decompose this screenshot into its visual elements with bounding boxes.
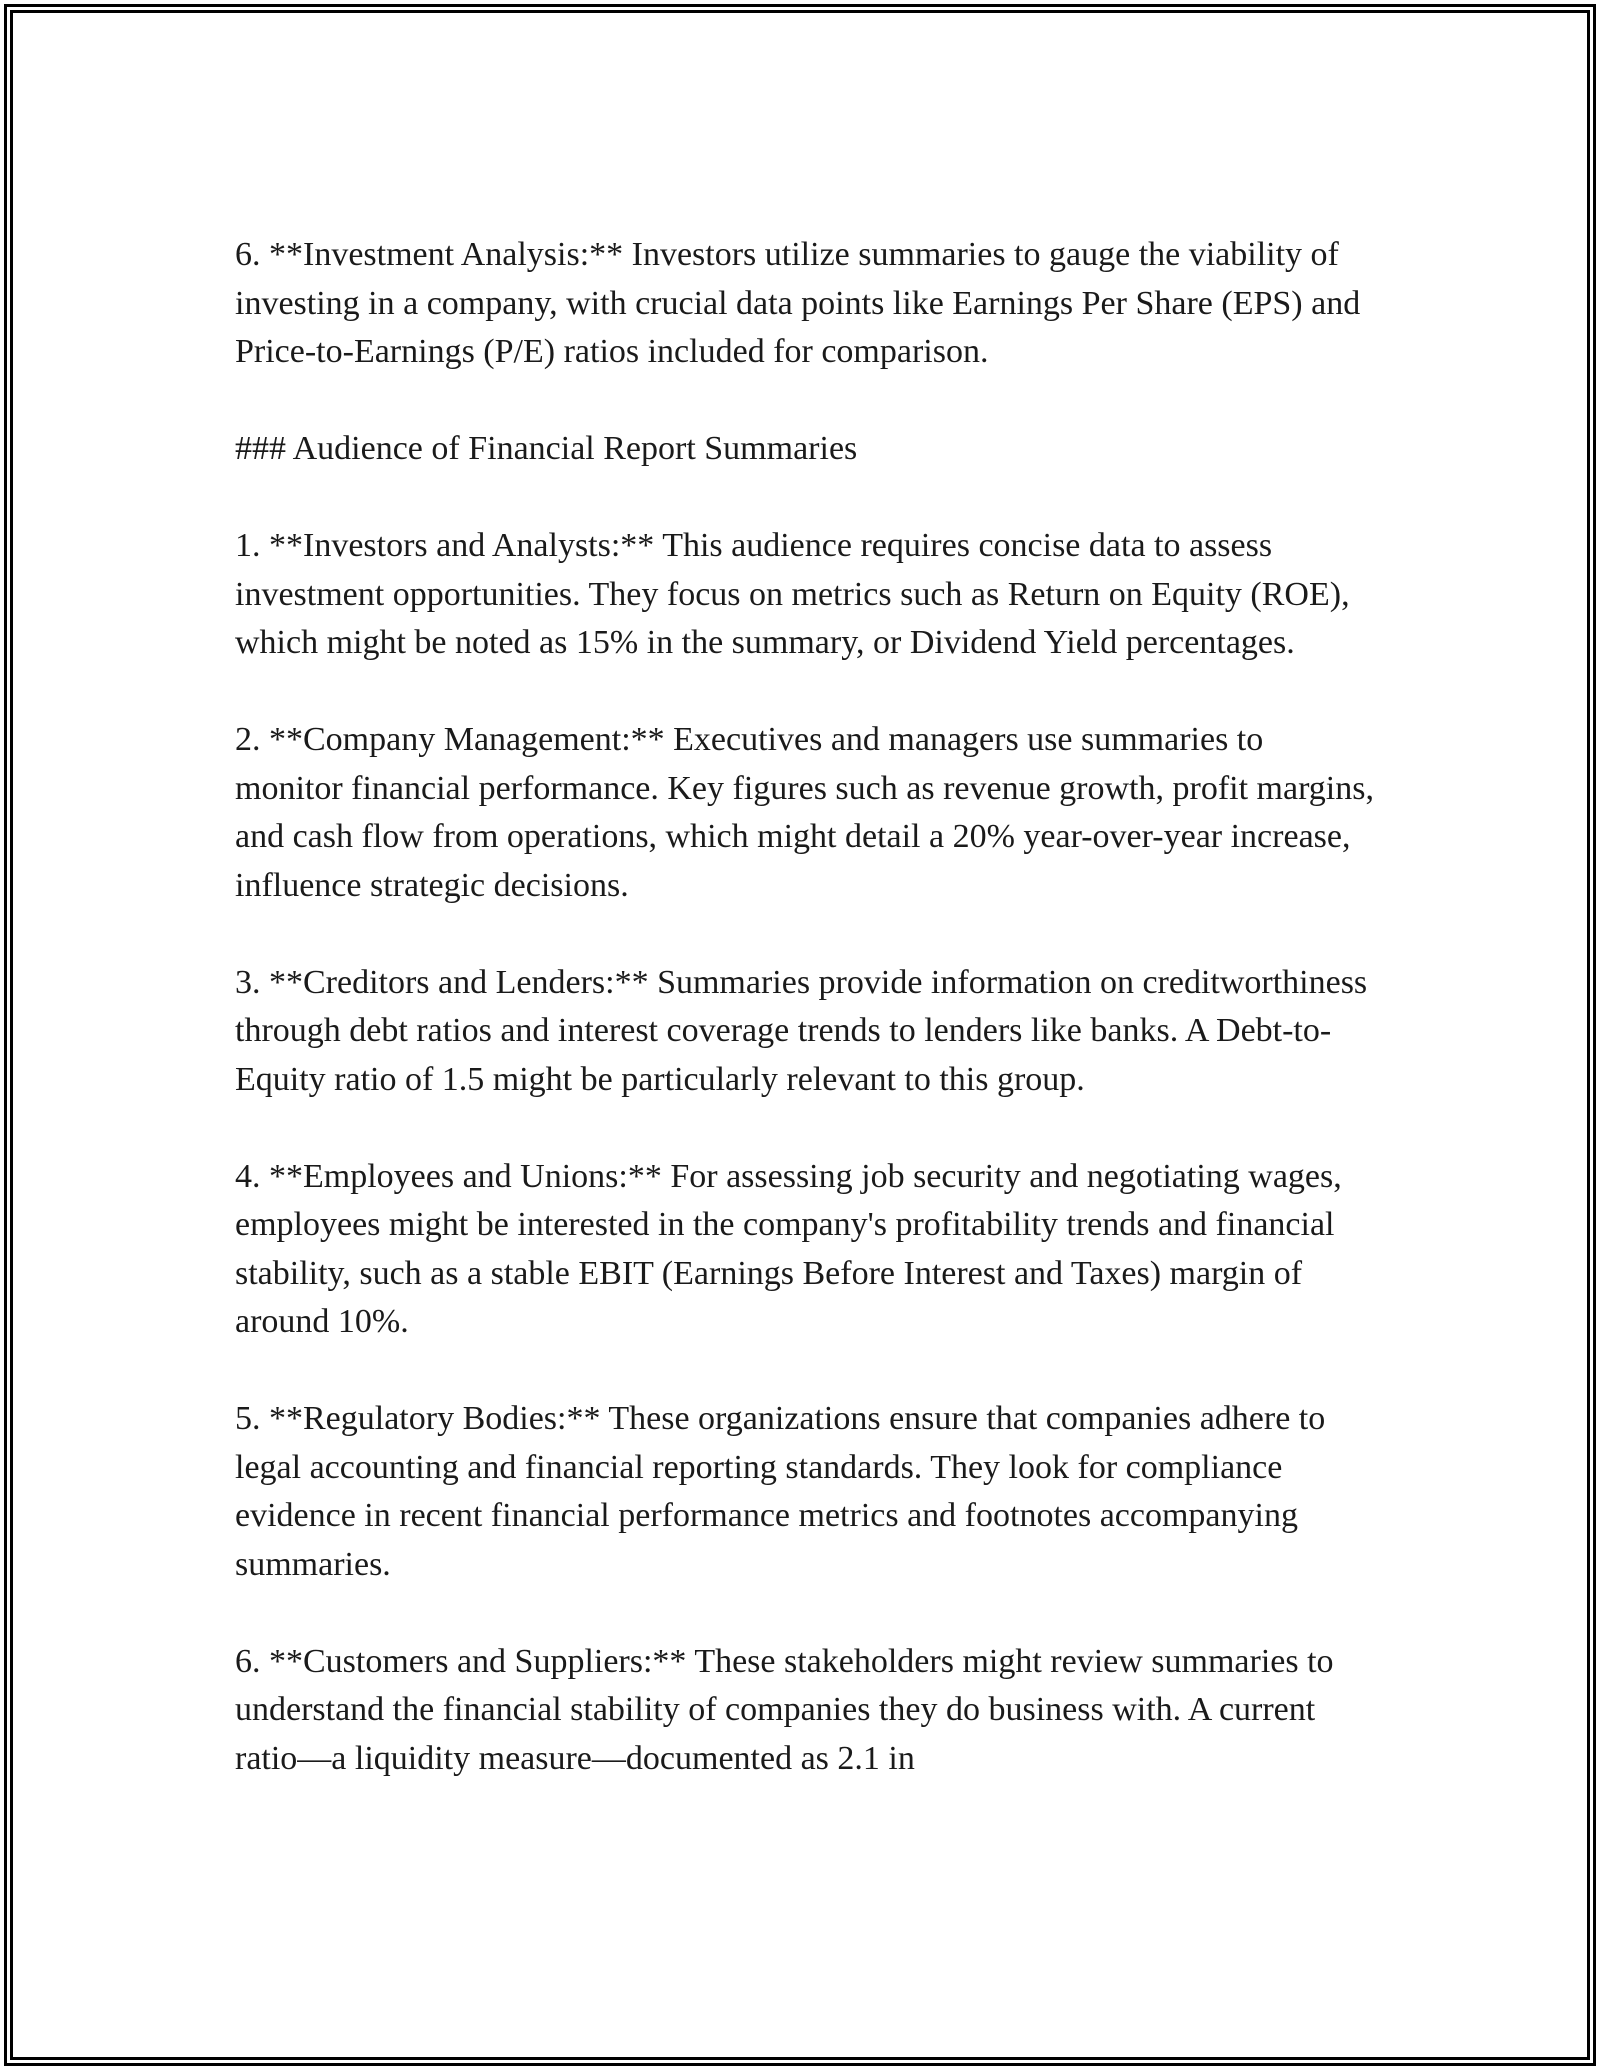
paragraph-customers-suppliers: 6. **Customers and Suppliers:** These stakeholders might review summaries to understand the financial stability of companies they do business with. A current ratio—a liquidity measure—documented as 2.1 in — [235, 1642, 1334, 1777]
paragraph-employees-unions: 4. **Employees and Unions:** For assessing job security and negotiating wages, employees might be interested in the company's profitability trends and financial stability, such as a stable EBIT (Earnings Before Interest and Taxes) margin of around 10%. — [235, 1157, 1342, 1340]
paragraph-investment-analysis: 6. **Investment Analysis:** Investors utilize summaries to gauge the viability of investing in a company, with crucial data points like Earnings Per Share (EPS) and Price-to-Earnings (P/E) ratios included for comparison. — [235, 236, 1361, 370]
paragraph-regulatory-bodies: 5. **Regulatory Bodies:** These organizations ensure that companies adhere to legal accounting and financial reporting standards. They look for compliance evidence in recent financial performance metrics and footnotes accompanying summaries. — [235, 1400, 1326, 1583]
paragraph-creditors-lenders: 3. **Creditors and Lenders:** Summaries provide information on creditworthiness through debt ratios and interest coverage trends to lenders like banks. A Debt-to-Equity ratio of 1.5 might be particularly relevant to this group. — [235, 963, 1368, 1098]
section-heading-audience: ### Audience of Financial Report Summaries — [235, 430, 858, 467]
paragraph-investors-analysts: 1. **Investors and Analysts:** This audience requires concise data to assess investment opportunities. They focus on metrics such as Return on Equity (ROE), which might be noted as 15% in the summary, or Dividend Yield percentages. — [235, 527, 1350, 661]
document-body — [235, 231, 1375, 1783]
paragraph-company-management: 2. **Company Management:** Executives and managers use summaries to monitor financial performance. Key figures such as revenue growth, profit margins, and cash flow from operations, which might detail a 20% year-over-year increase, influence strategic decisions. — [235, 721, 1374, 904]
